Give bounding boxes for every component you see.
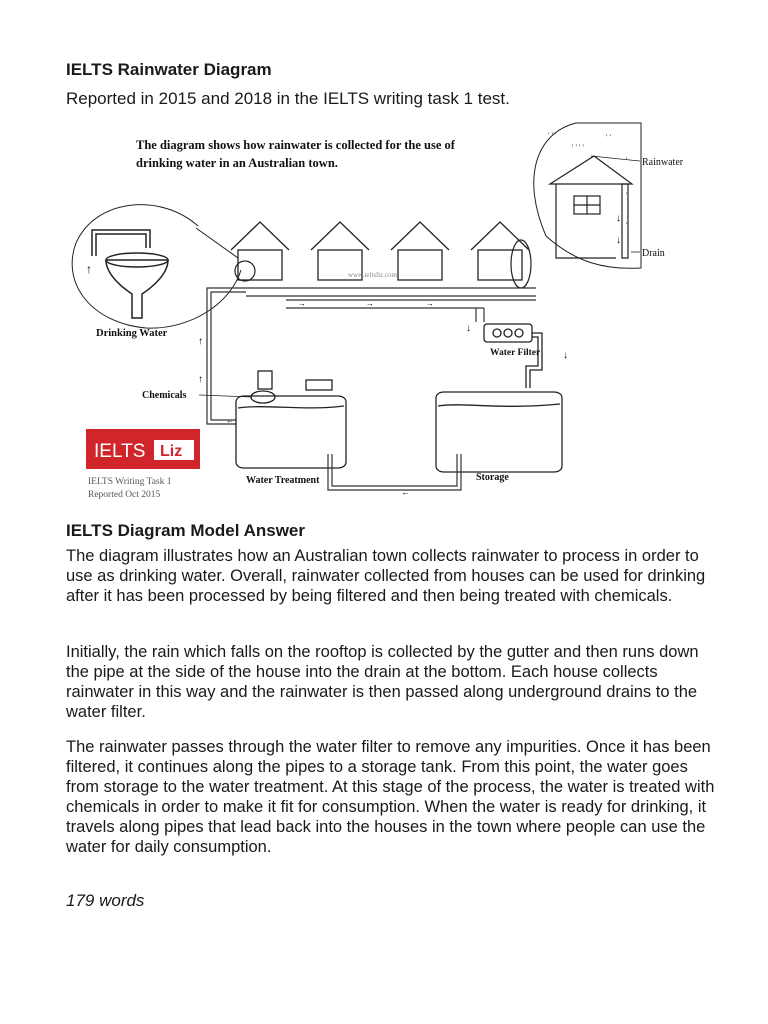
svg-text:' ': ' ' [606,133,611,142]
storage-label: Storage [476,472,509,483]
svg-text:': ' [626,156,628,165]
svg-text:↓: ↓ [616,213,621,224]
diagram-caption-line1: The diagram shows how rainwater is collected for the use of [136,138,455,152]
answer-paragraph-3: The rainwater passes through the water filter to remove any impurities. Once it has been filtered, it continues along the pipes to a storage tank. From this point, the water goes from storage to the water treatment. At this stage of the process, the water is treated with chemicals in order to make it fit for consumption. When the water is ready for drinking, it travels along pipes that lead back into the houses in the town where people can use the water for daily consumption. [66,738,715,856]
svg-text:↑: ↑ [198,374,203,385]
word-count: 179 words [66,891,145,910]
svg-text:←: ← [401,487,410,497]
svg-text:' ' ' ': ' ' ' ' [572,143,584,152]
svg-text:→: → [298,299,306,308]
model-answer-heading: IELTS Diagram Model Answer [66,521,305,540]
watermark: www.ieltsliz.com [348,271,397,279]
svg-text:↓: ↓ [563,350,568,361]
svg-text:' ' ': ' ' ' [548,131,557,140]
rainwater-diagram [66,118,706,513]
drain-label: Drain [642,248,665,259]
diagram-caption-line2: drinking water in an Australian town. [136,156,338,170]
svg-text:→: → [366,299,374,308]
chemicals-label: Chemicals [142,390,187,401]
svg-text:↓: ↓ [616,235,621,246]
drinking-water-label: Drinking Water [96,328,168,339]
svg-text:→: → [426,299,434,308]
answer-paragraph-2: Initially, the rain which falls on the rooftop is collected by the gutter and then runs down the pipe at the side of the house into the drain at the bottom. Each house collects rainwater in this way and the rainwater is then passed along underground drains to the water filter. [66,643,699,721]
page-title: IELTS Rainwater Diagram [66,60,272,79]
svg-text:': ' [626,221,628,230]
logo-ielts-text: IELTS [94,441,146,462]
logo-caption-line1: IELTS Writing Task 1 [88,477,172,487]
water-filter-label: Water Filter [490,348,541,358]
svg-text:↑: ↑ [198,336,203,347]
logo-liz-text: Liz [160,443,183,460]
svg-text:↓: ↓ [466,323,471,334]
water-treatment-label: Water Treatment [246,475,320,486]
logo-caption-line2: Reported Oct 2015 [88,490,161,500]
answer-paragraph-1: The diagram illustrates how an Australian town collects rainwater to process in order to use as drinking water. Overall, rainwater collected from houses can be used for drinking after it has been processed by being filtered and then being treated with chemicals. [66,547,706,605]
svg-text:': ' [626,191,628,200]
page-subtitle: Reported in 2015 and 2018 in the IELTS writing task 1 test. [66,89,510,108]
arrow-up-icon: ↑ [86,262,92,276]
svg-text:←: ← [226,416,234,425]
ielts-liz-logo [86,429,200,469]
rainwater-label: Rainwater [642,157,684,168]
